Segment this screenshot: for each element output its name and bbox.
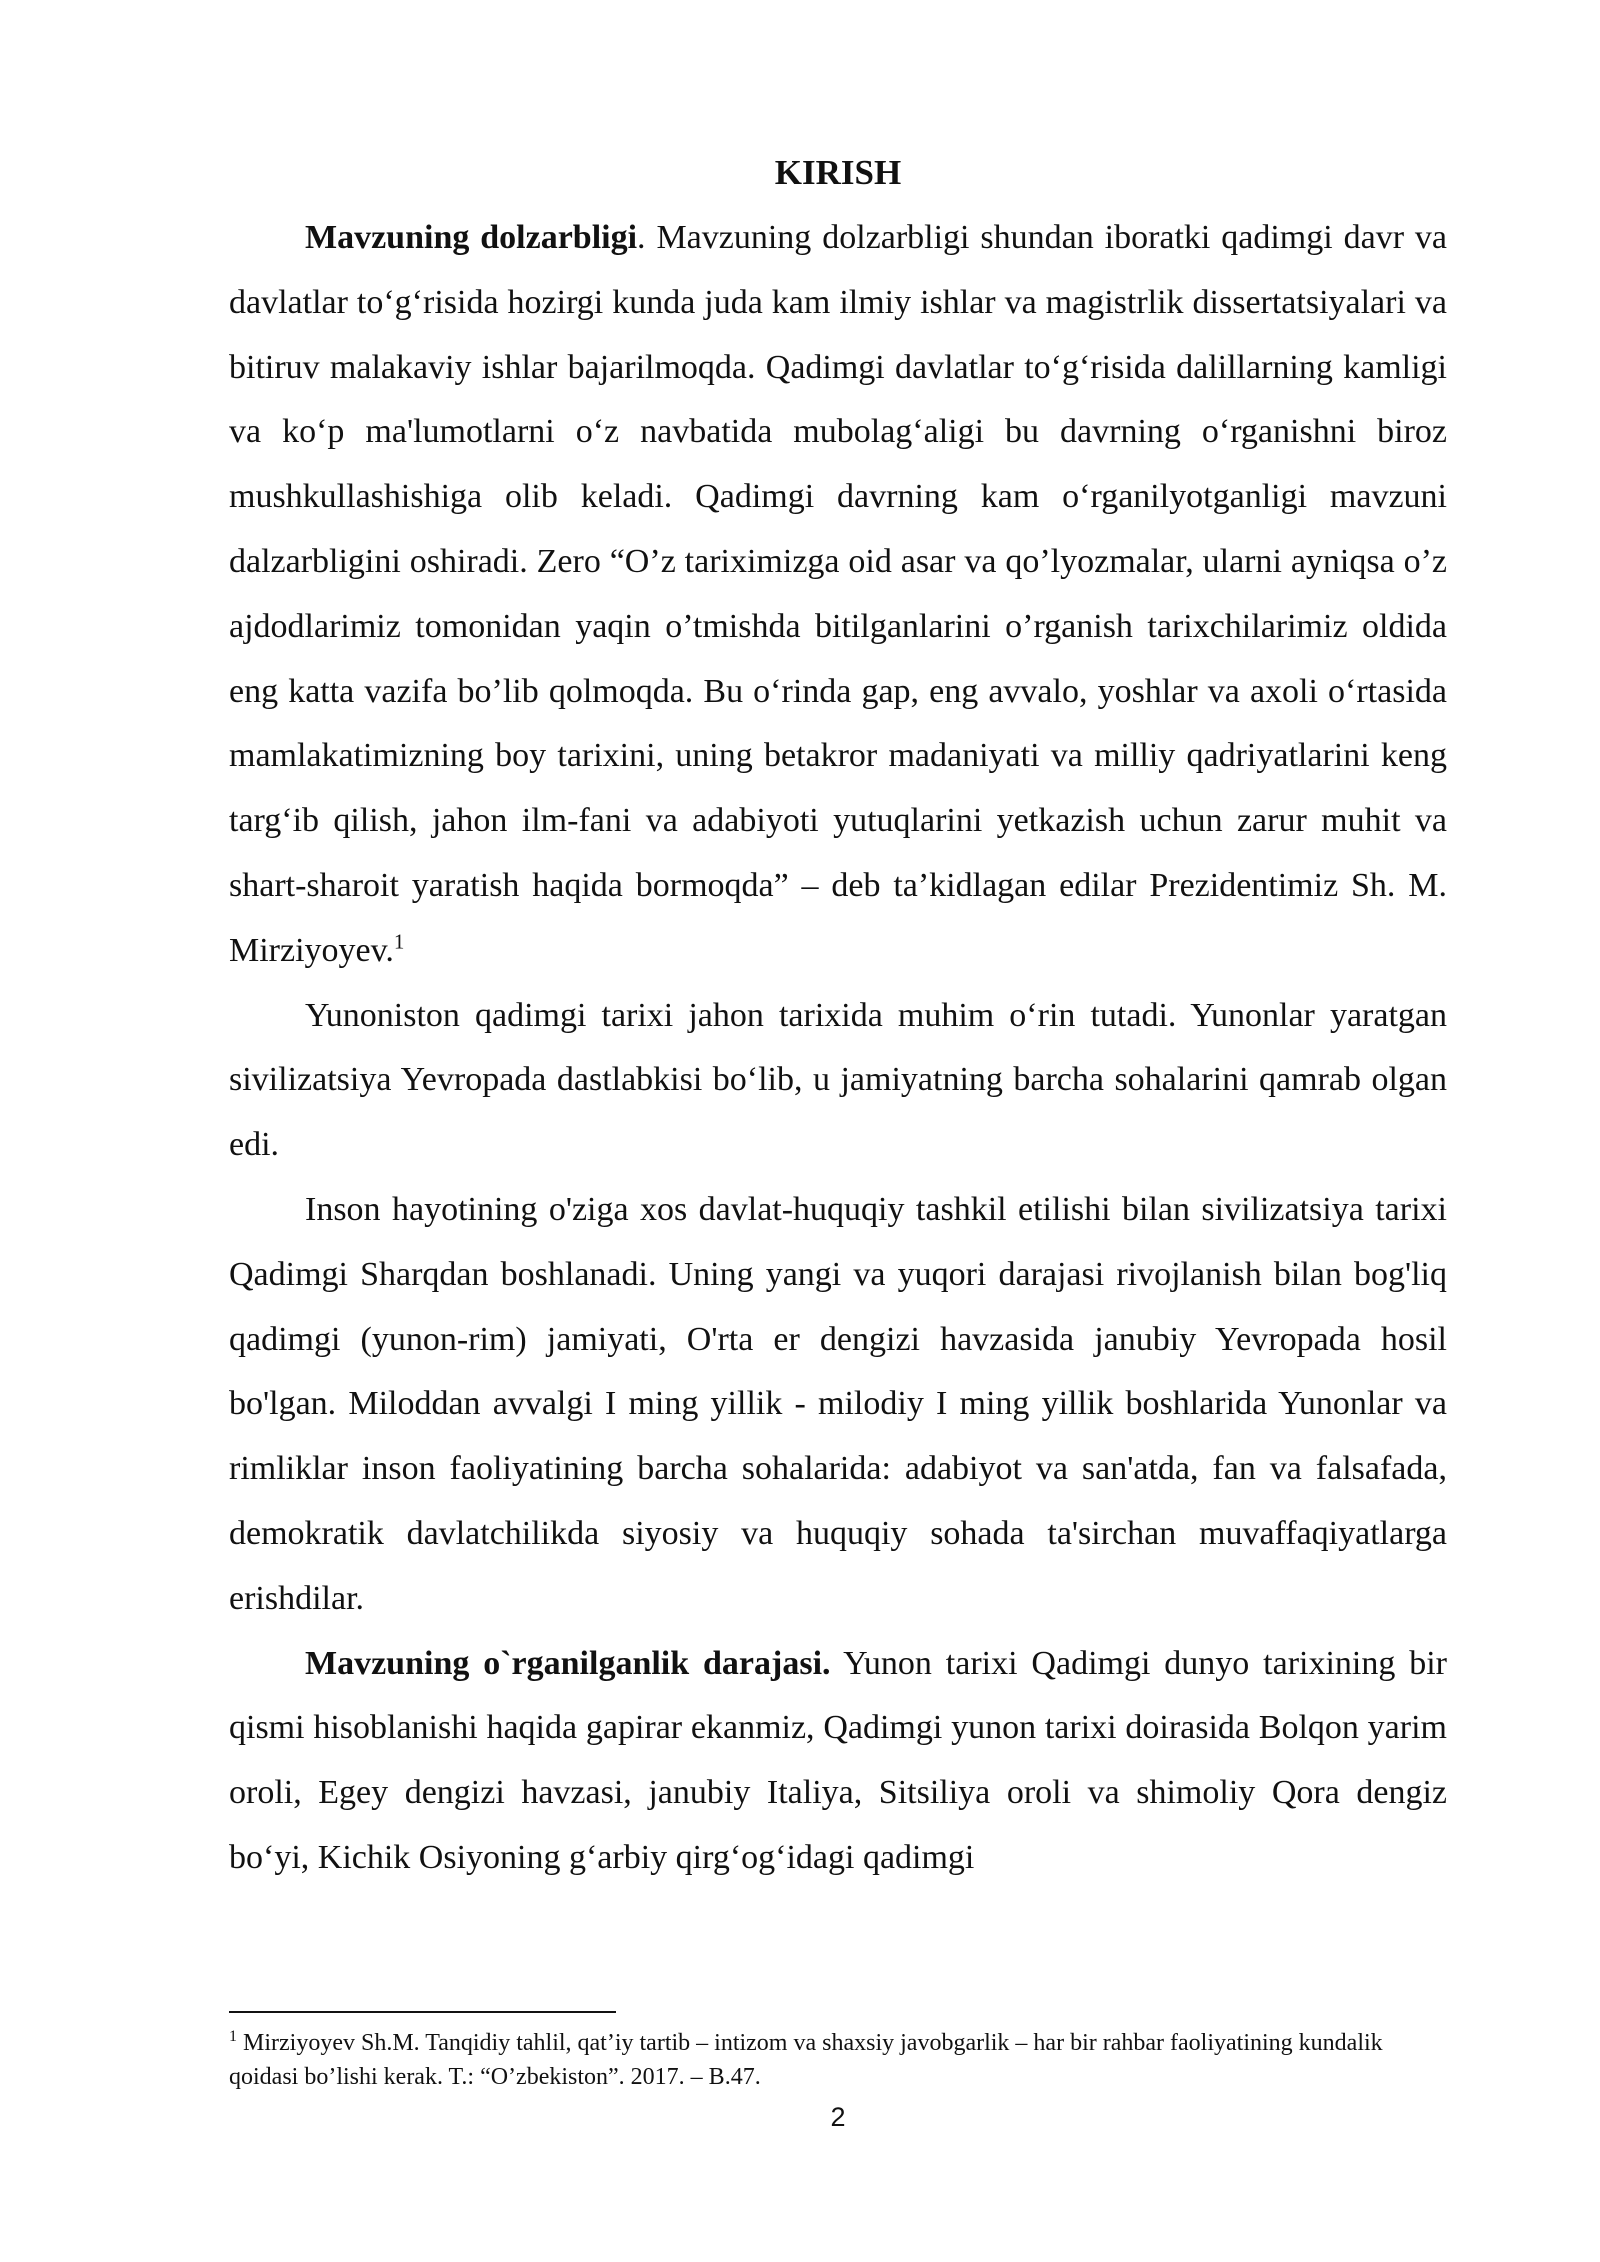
paragraph-text: Inson hayotining o'ziga xos davlat-huquqiy tashkil etilishi bilan sivilizatsiya tarixi Qadimgi Sharqdan boshlanadi. Uning yangi va yuqori darajasi rivojlanish bilan bog'liq qadimgi (yunon-rim) jamiyati, O'rta er dengizi havzasida janubiy Yevropada hosil bo'lgan. Miloddan avvalgi I ming yillik - milodiy I ming yillik boshlarida Yunonlar va rimliklar inson faoliyatining barcha sohalarida: adabiyot va san'atda, fan va falsafada, demokratik davlatchilikda siyosiy va huquqiy sohada ta'sirchan muvaffaqiyatlarga erishdilar.: [229, 1190, 1447, 1617]
paragraph-relevance: [229, 206, 1447, 984]
page-number: 2: [830, 2102, 846, 2132]
paragraph-text: Yunon tarixi Qadimgi dunyo tarixining bir qismi hisoblanishi haqida gapirar ekanmiz, Qadimgi yunon tarixi doirasida Bolqon yarim oroli, Egey dengizi havzasi, janubiy Italiya, Sitsiliya oroli va shimoliy Qora dengiz bo‘yi, Kichik Osiyoning g‘arbiy qirg‘og‘idagi qadimgi: [229, 1644, 1447, 1876]
page-title: KIRISH: [774, 153, 902, 192]
footnote-marker: 1: [229, 2028, 237, 2045]
footnote: [229, 2026, 1447, 2094]
footnote-reference[interactable]: 1: [393, 929, 405, 954]
paragraph-civilization: [229, 1178, 1447, 1632]
paragraph-text: Yunoniston qadimgi tarixi jahon tarixida muhim o‘rin tutadi. Yunonlar yaratgan sivilizatsiya Yevropada dastlabkisi bo‘lib, u jamiyatning barcha sohalarini qamrab olgan edi.: [229, 996, 1447, 1164]
footnote-text: Mirziyoyev Sh.M. Tanqidiy tahlil, qat’iy tartib – intizom va shaxsiy javobgarlik – har bir rahbar faoliyatining kundalik qoidasi bo’lishi kerak. T.: “O’zbekiston”. 2017. – B.47.: [229, 2030, 1383, 2090]
document-page: [229, 150, 1447, 1891]
paragraph-lead-heading: Mavzuning o`rganilganlik darajasi.: [305, 1644, 831, 1682]
paragraph-study-level: [229, 1632, 1447, 1891]
paragraph-lead-heading: Mavzuning dolzarbligi: [305, 219, 638, 256]
paragraph-greece-history: [229, 984, 1447, 1178]
paragraph-text: . Mavzuning dolzarbligi shundan iboratki qadimgi davr va davlatlar to‘g‘risida hozirgi kunda juda kam ilmiy ishlar va magistrlik dissertatsiyalari va bitiruv malakaviy ishlar bajarilmoqda. Qadimgi davlatlar to‘g‘risida dalillarning kamligi va ko‘p ma'lumotlarni o‘z navbatida mubolag‘aligi bu davrning o‘rganishni biroz mushkullashishiga olib keladi. Qadimgi davrning kam o‘rganilyotganligi mavzuni dalzarbligini oshiradi. Zero “O’z tariximizga oid asar va qo’lyozmalar, ularni ayniqsa o’z ajdodlarimiz tomonidan yaqin o’tmishda bitilganlarini o’rganish tarixchilarimiz oldida eng katta vazifa bo’lib qolmoqda. Bu o‘rinda gap, eng avvalo, yoshlar va axoli o‘rtasida mamlakatimizning boy tarixini, uning betakror madaniyati va milliy qadriyatlarini keng targ‘ib qilish, jahon ilm-fani va adabiyoti yutuqlarini yetkazish uchun zarur muhit va shart-sharoit yaratish haqida bormoqda” – deb ta’kidlagan edilar Prezidentimiz Sh. M. Mirziyoyev.: [229, 219, 1448, 969]
footnote-separator: [229, 2011, 616, 2013]
